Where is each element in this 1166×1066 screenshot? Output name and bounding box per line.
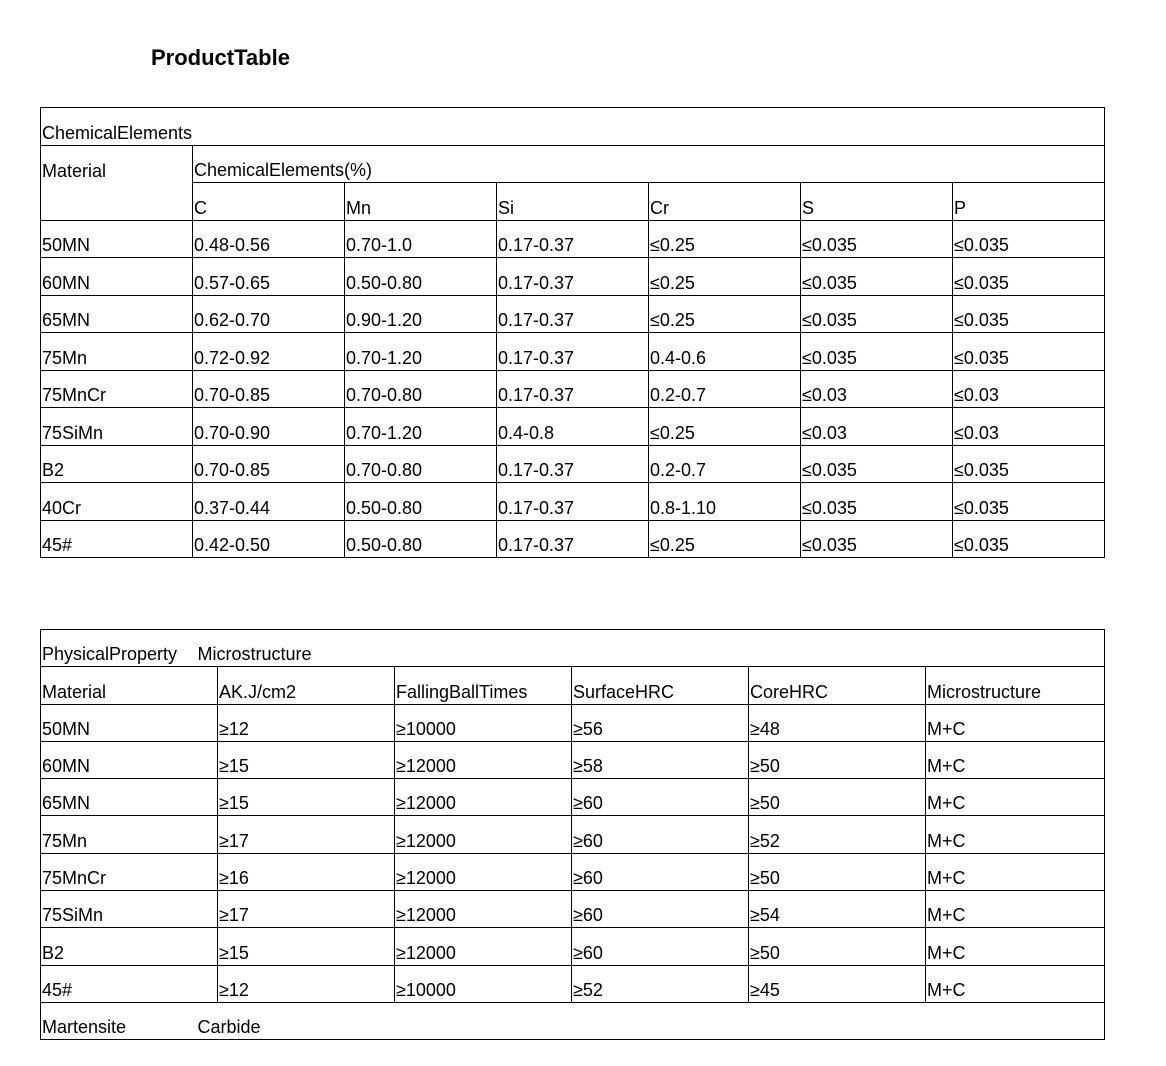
physical-footnote-row [41, 1002, 1105, 1039]
physical-row [41, 928, 1105, 965]
property-value-cell: ≥12000 [395, 741, 572, 778]
property-value-cell: M+C [926, 928, 1105, 965]
element-value-cell: 0.70-1.20 [345, 333, 497, 371]
material-cell: 45# [41, 965, 218, 1002]
physical-property-table [40, 629, 1105, 1040]
property-value-cell: ≥12000 [395, 928, 572, 965]
physical-footnote-body [41, 1002, 1105, 1039]
element-value-cell: ≤0.035 [801, 258, 953, 296]
material-cell: 45# [41, 520, 193, 558]
physical-table-body [41, 630, 1105, 705]
property-value-cell: ≥52 [749, 816, 926, 853]
physical-caption-row [41, 630, 1105, 667]
property-value-cell: ≥12000 [395, 816, 572, 853]
element-value-cell: 0.72-0.92 [193, 333, 345, 371]
material-cell: 75SiMn [41, 891, 218, 928]
property-value-cell: ≥54 [749, 891, 926, 928]
material-cell: 50MN [41, 220, 193, 258]
property-value-cell: ≥60 [572, 853, 749, 890]
physical-row [41, 816, 1105, 853]
element-value-cell: ≤0.03 [953, 370, 1105, 408]
element-value-cell: 0.17-0.37 [497, 445, 649, 483]
element-value-cell: ≤0.035 [801, 333, 953, 371]
physical-row [41, 965, 1105, 1002]
element-value-cell: 0.2-0.7 [649, 370, 801, 408]
property-value-cell: ≥60 [572, 816, 749, 853]
property-value-cell: ≥50 [749, 779, 926, 816]
property-value-cell: ≥15 [218, 741, 395, 778]
element-value-cell: ≤0.03 [801, 408, 953, 446]
physical-column-header: SurfaceHRC [572, 667, 749, 704]
element-value-cell: 0.62-0.70 [193, 295, 345, 333]
chemical-caption-row [41, 108, 1105, 146]
column-header-s: S [801, 183, 953, 221]
material-cell: 75Mn [41, 816, 218, 853]
element-value-cell: 0.70-1.0 [345, 220, 497, 258]
property-value-cell: ≥50 [749, 741, 926, 778]
physical-row [41, 741, 1105, 778]
physical-data-rows [41, 704, 1105, 1002]
property-value-cell: ≥58 [572, 741, 749, 778]
chemical-row [41, 333, 1105, 371]
material-cell: 65MN [41, 295, 193, 333]
element-value-cell: 0.17-0.37 [497, 295, 649, 333]
element-value-cell: ≤0.035 [801, 220, 953, 258]
element-value-cell: ≤0.035 [953, 258, 1105, 296]
physical-header-row [41, 667, 1105, 704]
property-value-cell: ≥48 [749, 704, 926, 741]
physical-row [41, 891, 1105, 928]
physical-column-header: AK.J/cm2 [218, 667, 395, 704]
element-value-cell: ≤0.035 [953, 483, 1105, 521]
column-header-mn: Mn [345, 183, 497, 221]
physical-column-header: Microstructure [926, 667, 1105, 704]
element-value-cell: 0.50-0.80 [345, 520, 497, 558]
chemical-row [41, 408, 1105, 446]
physical-caption: PhysicalProperty [41, 630, 218, 667]
property-value-cell: M+C [926, 704, 1105, 741]
chemical-data-rows [41, 220, 1105, 558]
property-value-cell: ≥12000 [395, 779, 572, 816]
chemical-element-header-row [41, 183, 1105, 221]
element-value-cell: ≤0.25 [649, 295, 801, 333]
element-value-cell: 0.17-0.37 [497, 258, 649, 296]
element-value-cell: ≤0.035 [953, 520, 1105, 558]
property-value-cell: ≥10000 [395, 965, 572, 1002]
material-cell: 40Cr [41, 483, 193, 521]
element-value-cell: ≤0.035 [801, 295, 953, 333]
chemical-material-header: Material [41, 145, 193, 183]
material-cell: B2 [41, 445, 193, 483]
property-value-cell: ≥12000 [395, 853, 572, 890]
element-value-cell: ≤0.03 [953, 408, 1105, 446]
footnote-carbide-cell [197, 1002, 1105, 1039]
chemical-row [41, 483, 1105, 521]
chemical-row [41, 295, 1105, 333]
element-value-cell: ≤0.25 [649, 408, 801, 446]
physical-caption2-label: Microstructure [197, 644, 312, 665]
property-value-cell: ≥52 [572, 965, 749, 1002]
element-value-cell: ≤0.035 [801, 483, 953, 521]
element-value-cell: ≤0.25 [649, 220, 801, 258]
property-value-cell: ≥10000 [395, 704, 572, 741]
property-value-cell: M+C [926, 816, 1105, 853]
property-value-cell: M+C [926, 965, 1105, 1002]
column-header-c: C [193, 183, 345, 221]
chemical-table-body [41, 108, 1105, 221]
property-value-cell: ≥45 [749, 965, 926, 1002]
column-header-si: Si [497, 183, 649, 221]
physical-column-header: CoreHRC [749, 667, 926, 704]
physical-caption-microstructure [197, 630, 1105, 667]
property-value-cell: ≥60 [572, 779, 749, 816]
chemical-group-row [41, 145, 1105, 183]
physical-column-header: Material [41, 667, 218, 704]
element-value-cell: ≤0.035 [953, 295, 1105, 333]
element-value-cell: 0.42-0.50 [193, 520, 345, 558]
element-value-cell: 0.70-0.85 [193, 370, 345, 408]
property-value-cell: ≥12 [218, 704, 395, 741]
property-value-cell: ≥50 [749, 928, 926, 965]
property-value-cell: M+C [926, 853, 1105, 890]
physical-row [41, 704, 1105, 741]
element-value-cell: 0.4-0.6 [649, 333, 801, 371]
physical-row [41, 779, 1105, 816]
material-cell: 60MN [41, 258, 193, 296]
element-value-cell: 0.57-0.65 [193, 258, 345, 296]
property-value-cell: ≥17 [218, 891, 395, 928]
element-value-cell: 0.70-0.80 [345, 370, 497, 408]
material-cell: 75SiMn [41, 408, 193, 446]
chemical-row [41, 258, 1105, 296]
column-header-cr: Cr [649, 183, 801, 221]
element-value-cell: 0.17-0.37 [497, 333, 649, 371]
element-value-cell: 0.70-0.90 [193, 408, 345, 446]
material-cell: 75MnCr [41, 853, 218, 890]
element-value-cell: ≤0.035 [953, 445, 1105, 483]
property-value-cell: ≥60 [572, 928, 749, 965]
element-value-cell: 0.17-0.37 [497, 370, 649, 408]
property-value-cell: M+C [926, 779, 1105, 816]
property-value-cell: ≥15 [218, 928, 395, 965]
chemical-row [41, 220, 1105, 258]
physical-row [41, 853, 1105, 890]
material-cell: 60MN [41, 741, 218, 778]
physical-column-header: FallingBallTimes [395, 667, 572, 704]
element-value-cell: 0.4-0.8 [497, 408, 649, 446]
element-value-cell: 0.17-0.37 [497, 520, 649, 558]
element-value-cell: 0.17-0.37 [497, 220, 649, 258]
page-title: ProductTable [151, 45, 290, 70]
footnote-carbide: Carbide [197, 1017, 261, 1038]
element-value-cell: ≤0.035 [953, 220, 1105, 258]
element-value-cell: ≤0.25 [649, 258, 801, 296]
element-value-cell: 0.50-0.80 [345, 258, 497, 296]
element-value-cell: 0.2-0.7 [649, 445, 801, 483]
property-value-cell: M+C [926, 741, 1105, 778]
material-cell: B2 [41, 928, 218, 965]
element-value-cell: 0.70-1.20 [345, 408, 497, 446]
property-value-cell: ≥12 [218, 965, 395, 1002]
column-header-p: P [953, 183, 1105, 221]
chemical-row [41, 520, 1105, 558]
element-value-cell: 0.70-0.80 [345, 445, 497, 483]
property-value-cell: ≥15 [218, 779, 395, 816]
chemical-caption: ChemicalElements [41, 108, 1105, 146]
property-value-cell: ≥60 [572, 891, 749, 928]
material-cell: 75MnCr [41, 370, 193, 408]
element-value-cell: 0.8-1.10 [649, 483, 801, 521]
element-value-cell: ≤0.03 [801, 370, 953, 408]
element-value-cell: 0.37-0.44 [193, 483, 345, 521]
chemical-material-header-spacer [41, 183, 193, 221]
chemical-row [41, 370, 1105, 408]
element-value-cell: 0.48-0.56 [193, 220, 345, 258]
material-cell: 75Mn [41, 333, 193, 371]
chemical-group-header: ChemicalElements(%) [193, 145, 1105, 183]
material-cell: 50MN [41, 704, 218, 741]
element-value-cell: ≤0.25 [649, 520, 801, 558]
property-value-cell: ≥50 [749, 853, 926, 890]
footnote-martensite: Martensite [41, 1002, 218, 1039]
element-value-cell: ≤0.035 [801, 520, 953, 558]
property-value-cell: ≥17 [218, 816, 395, 853]
element-value-cell: 0.90-1.20 [345, 295, 497, 333]
element-value-cell: 0.70-0.85 [193, 445, 345, 483]
material-cell: 65MN [41, 779, 218, 816]
property-value-cell: M+C [926, 891, 1105, 928]
property-value-cell: ≥56 [572, 704, 749, 741]
property-value-cell: ≥12000 [395, 891, 572, 928]
element-value-cell: ≤0.035 [953, 333, 1105, 371]
element-value-cell: ≤0.035 [801, 445, 953, 483]
chemical-elements-table [40, 107, 1105, 558]
element-value-cell: 0.17-0.37 [497, 483, 649, 521]
element-value-cell: 0.50-0.80 [345, 483, 497, 521]
chemical-row [41, 445, 1105, 483]
property-value-cell: ≥16 [218, 853, 395, 890]
